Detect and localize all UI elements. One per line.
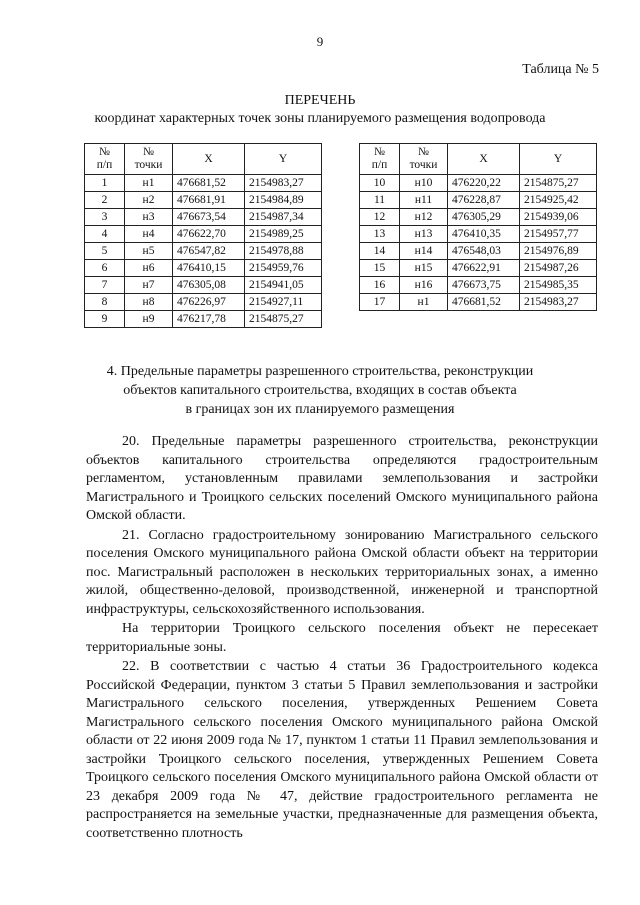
cell-num: 17 (360, 294, 400, 311)
document-title: ПЕРЕЧЕНЬ (284, 93, 356, 108)
table-row (85, 192, 322, 209)
cell-y: 2154989,25 (245, 226, 322, 243)
cell-x: 476681,91 (173, 192, 245, 209)
header-point: № точки (125, 144, 173, 175)
cell-num: 6 (85, 260, 125, 277)
paragraph-22: 22. В соответствии с частью 4 статьи 36 Градостроительного кодекса Российской Федерации, пунктом 3 статьи 5 Правил землепользования и застройки Магистрального сельского поселения, утвержденных Решением Совета Магистрального сельского поселения Омского муниципального района Омской области от 22 июня 2009 года № 17, пунктом 1 статьи 11 Правил землепользования и застройки Троицкого сельского поселения, утвержденных Решением Совета Троицкого сельского поселения Омского муниципального района Омской области от 23 декабря 2009 года № 47, действие градостроительного регламента не распространяется на земельные участки, предназначенные для размещения объекта, соответственно плотность (86, 659, 598, 841)
section-heading-line: объектов капитального строительства, входящих в состав объекта (123, 383, 517, 398)
cell-num: 7 (85, 277, 125, 294)
table-row (85, 209, 322, 226)
cell-point: н5 (125, 243, 173, 260)
cell-x: 476305,08 (173, 277, 245, 294)
paragraph-21-troitsk: На территории Троицкого сельского поселения объект не пересекает территориальные зоны. (86, 621, 598, 655)
cell-num: 12 (360, 209, 400, 226)
cell-point: н11 (400, 192, 448, 209)
paragraph-20: 20. Предельные параметры разрешенного строительства, реконструкции объектов капитального строительства определяются градостроительным регламентом, установленным правилами землепользования и застройки Магистрального и Троицкого сельских поселений Омского муниципального района Омской области. (86, 434, 598, 523)
cell-y: 2154957,77 (520, 226, 597, 243)
section-heading (0, 362, 640, 419)
cell-x: 476217,78 (173, 311, 245, 328)
cell-y: 2154875,27 (245, 311, 322, 328)
header-y: Y (245, 144, 322, 175)
cell-y: 2154984,89 (245, 192, 322, 209)
body-text (86, 433, 598, 844)
cell-point: н4 (125, 226, 173, 243)
coordinates-table-right (359, 143, 597, 311)
table-row (360, 294, 597, 311)
cell-y: 2154875,27 (520, 175, 597, 192)
table-row (85, 277, 322, 294)
cell-y: 2154959,76 (245, 260, 322, 277)
cell-num: 2 (85, 192, 125, 209)
cell-y: 2154925,42 (520, 192, 597, 209)
header-point: № точки (400, 144, 448, 175)
header-y: Y (520, 144, 597, 175)
cell-y: 2154978,88 (245, 243, 322, 260)
table-row (360, 192, 597, 209)
cell-y: 2154976,89 (520, 243, 597, 260)
cell-x: 476410,35 (448, 226, 520, 243)
table-row (85, 226, 322, 243)
cell-point: н10 (400, 175, 448, 192)
cell-x: 476547,82 (173, 243, 245, 260)
cell-x: 476228,87 (448, 192, 520, 209)
paragraph-21: 21. Согласно градостроительному зонированию Магистрального сельского поселения Омского муниципального района Омской области объект на территории пос. Магистральный расположен в нескольких территориальных зонах, а именно жилой, общественно-деловой, производственной, инженерной и транспортной инфраструктуры, сельскохозяйственного использования. (86, 527, 598, 617)
table-row (85, 294, 322, 311)
cell-point: н7 (125, 277, 173, 294)
cell-num: 3 (85, 209, 125, 226)
cell-num: 13 (360, 226, 400, 243)
cell-x: 476305,29 (448, 209, 520, 226)
cell-point: н9 (125, 311, 173, 328)
cell-x: 476681,52 (173, 175, 245, 192)
cell-y: 2154983,27 (245, 175, 322, 192)
table-header-row (360, 144, 597, 175)
cell-y: 2154983,27 (520, 294, 597, 311)
cell-point: н14 (400, 243, 448, 260)
table-row (85, 311, 322, 328)
cell-y: 2154939,06 (520, 209, 597, 226)
cell-point: н2 (125, 192, 173, 209)
cell-y: 2154941,05 (245, 277, 322, 294)
cell-x: 476410,15 (173, 260, 245, 277)
cell-point: н15 (400, 260, 448, 277)
cell-point: н16 (400, 277, 448, 294)
cell-x: 476226,97 (173, 294, 245, 311)
cell-num: 4 (85, 226, 125, 243)
cell-num: 9 (85, 311, 125, 328)
cell-point: н8 (125, 294, 173, 311)
cell-num: 11 (360, 192, 400, 209)
header-num: № п/п (360, 144, 400, 175)
table-row (85, 243, 322, 260)
cell-x: 476220,22 (448, 175, 520, 192)
cell-point: н1 (125, 175, 173, 192)
cell-x: 476673,75 (448, 277, 520, 294)
table-label: Таблица № 5 (522, 62, 599, 77)
header-x: X (448, 144, 520, 175)
header-x: X (173, 144, 245, 175)
cell-num: 5 (85, 243, 125, 260)
cell-y: 2154987,34 (245, 209, 322, 226)
cell-point: н12 (400, 209, 448, 226)
cell-num: 15 (360, 260, 400, 277)
cell-num: 10 (360, 175, 400, 192)
page-number: 9 (316, 34, 324, 49)
cell-num: 16 (360, 277, 400, 294)
cell-y: 2154985,35 (520, 277, 597, 294)
document-subtitle: координат характерных точек зоны планируемого размещения водопровода (94, 111, 546, 126)
cell-y: 2154987,26 (520, 260, 597, 277)
section-heading-line: 4. Предельные параметры разрешенного строительства, реконструкции (106, 364, 534, 379)
cell-num: 14 (360, 243, 400, 260)
cell-point: н13 (400, 226, 448, 243)
cell-point: н6 (125, 260, 173, 277)
table-row (360, 277, 597, 294)
table-header-row (85, 144, 322, 175)
cell-y: 2154927,11 (245, 294, 322, 311)
table-row (360, 243, 597, 260)
coordinates-table-left (84, 143, 322, 328)
cell-num: 1 (85, 175, 125, 192)
cell-num: 8 (85, 294, 125, 311)
cell-x: 476681,52 (448, 294, 520, 311)
cell-x: 476622,91 (448, 260, 520, 277)
cell-point: н3 (125, 209, 173, 226)
cell-point: н1 (400, 294, 448, 311)
table-row (360, 226, 597, 243)
cell-x: 476548,03 (448, 243, 520, 260)
table-row (360, 209, 597, 226)
table-row (85, 175, 322, 192)
table-row (360, 260, 597, 277)
table-row (360, 175, 597, 192)
section-heading-line: в границах зон их планируемого размещения (185, 402, 455, 417)
header-num: № п/п (85, 144, 125, 175)
table-row (85, 260, 322, 277)
cell-x: 476673,54 (173, 209, 245, 226)
cell-x: 476622,70 (173, 226, 245, 243)
